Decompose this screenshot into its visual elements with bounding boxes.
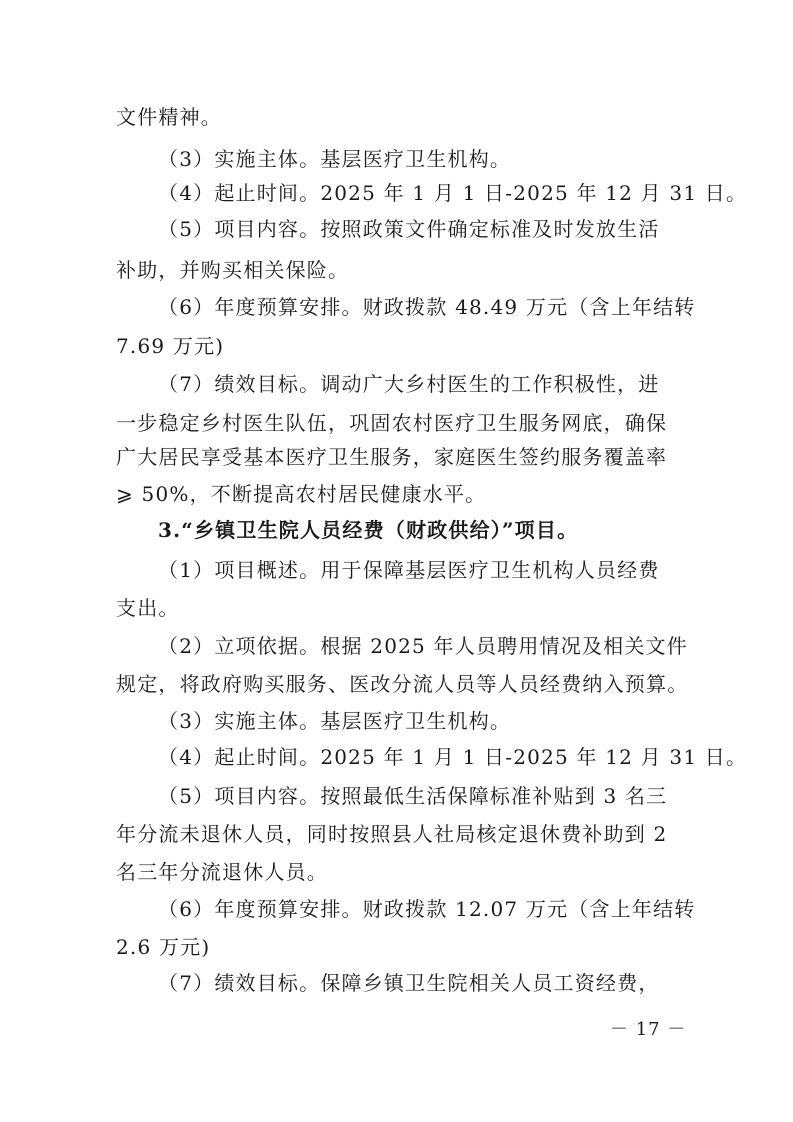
text-line: （4）起止时间。2025 年 1 月 1 日-2025 年 12 月 31 日。 — [158, 745, 748, 769]
text-line: 支出。 — [116, 596, 180, 620]
text-line: （3）实施主体。基层医疗卫生机构。 — [158, 147, 512, 171]
text-line: （5）项目内容。按照政策文件确定标准及时发放生活 — [158, 217, 660, 241]
text-line: 名三年分流退休人员。 — [116, 860, 328, 884]
text-line: （5）项目内容。按照最低生活保障标准补贴到 3 名三 — [158, 784, 668, 808]
text-line: （6）年度预算安排。财政拨款 12.07 万元（含上年结转 — [158, 897, 696, 921]
text-line: 规定，将政府购买服务、医改分流人员等人员经费纳入预算。 — [116, 672, 689, 696]
text-line: （7）绩效目标。调动广大乡村医生的工作积极性，进 — [158, 372, 660, 396]
text-line: 文件精神。 — [116, 105, 222, 129]
text-line: （6）年度预算安排。财政拨款 48.49 万元（含上年结转 — [158, 295, 696, 319]
text-line: 年分流未退休人员，同时按照县人社局核定退休费补助到 2 — [116, 822, 668, 846]
text-line: （7）绩效目标。保障乡镇卫生院相关人员工资经费， — [158, 971, 660, 995]
text-line: 补助，并购买相关保险。 — [116, 258, 350, 282]
page-number: － 17 － — [610, 1019, 687, 1040]
text-line: ⩾ 50%，不断提高农村居民健康水平。 — [116, 482, 487, 506]
text-line: （4）起止时间。2025 年 1 月 1 日-2025 年 12 月 31 日。 — [158, 181, 748, 205]
text-line: （1）项目概述。用于保障基层医疗卫生机构人员经费 — [158, 558, 660, 582]
text-line: 一步稳定乡村医生队伍，巩固农村医疗卫生服务网底，确保 — [116, 411, 668, 435]
text-line: 广大居民享受基本医疗卫生服务，家庭医生签约服务覆盖率 — [116, 445, 668, 469]
text-line: 7.69 万元) — [116, 334, 225, 358]
section-heading: 3.“乡镇卫生院人员经费（财政供给）”项目。 — [158, 518, 579, 542]
text-line: （2）立项依据。根据 2025 年人员聘用情况及相关文件 — [158, 634, 688, 658]
text-line: （3）实施主体。基层医疗卫生机构。 — [158, 709, 512, 733]
text-line: 2.6 万元) — [116, 935, 211, 959]
